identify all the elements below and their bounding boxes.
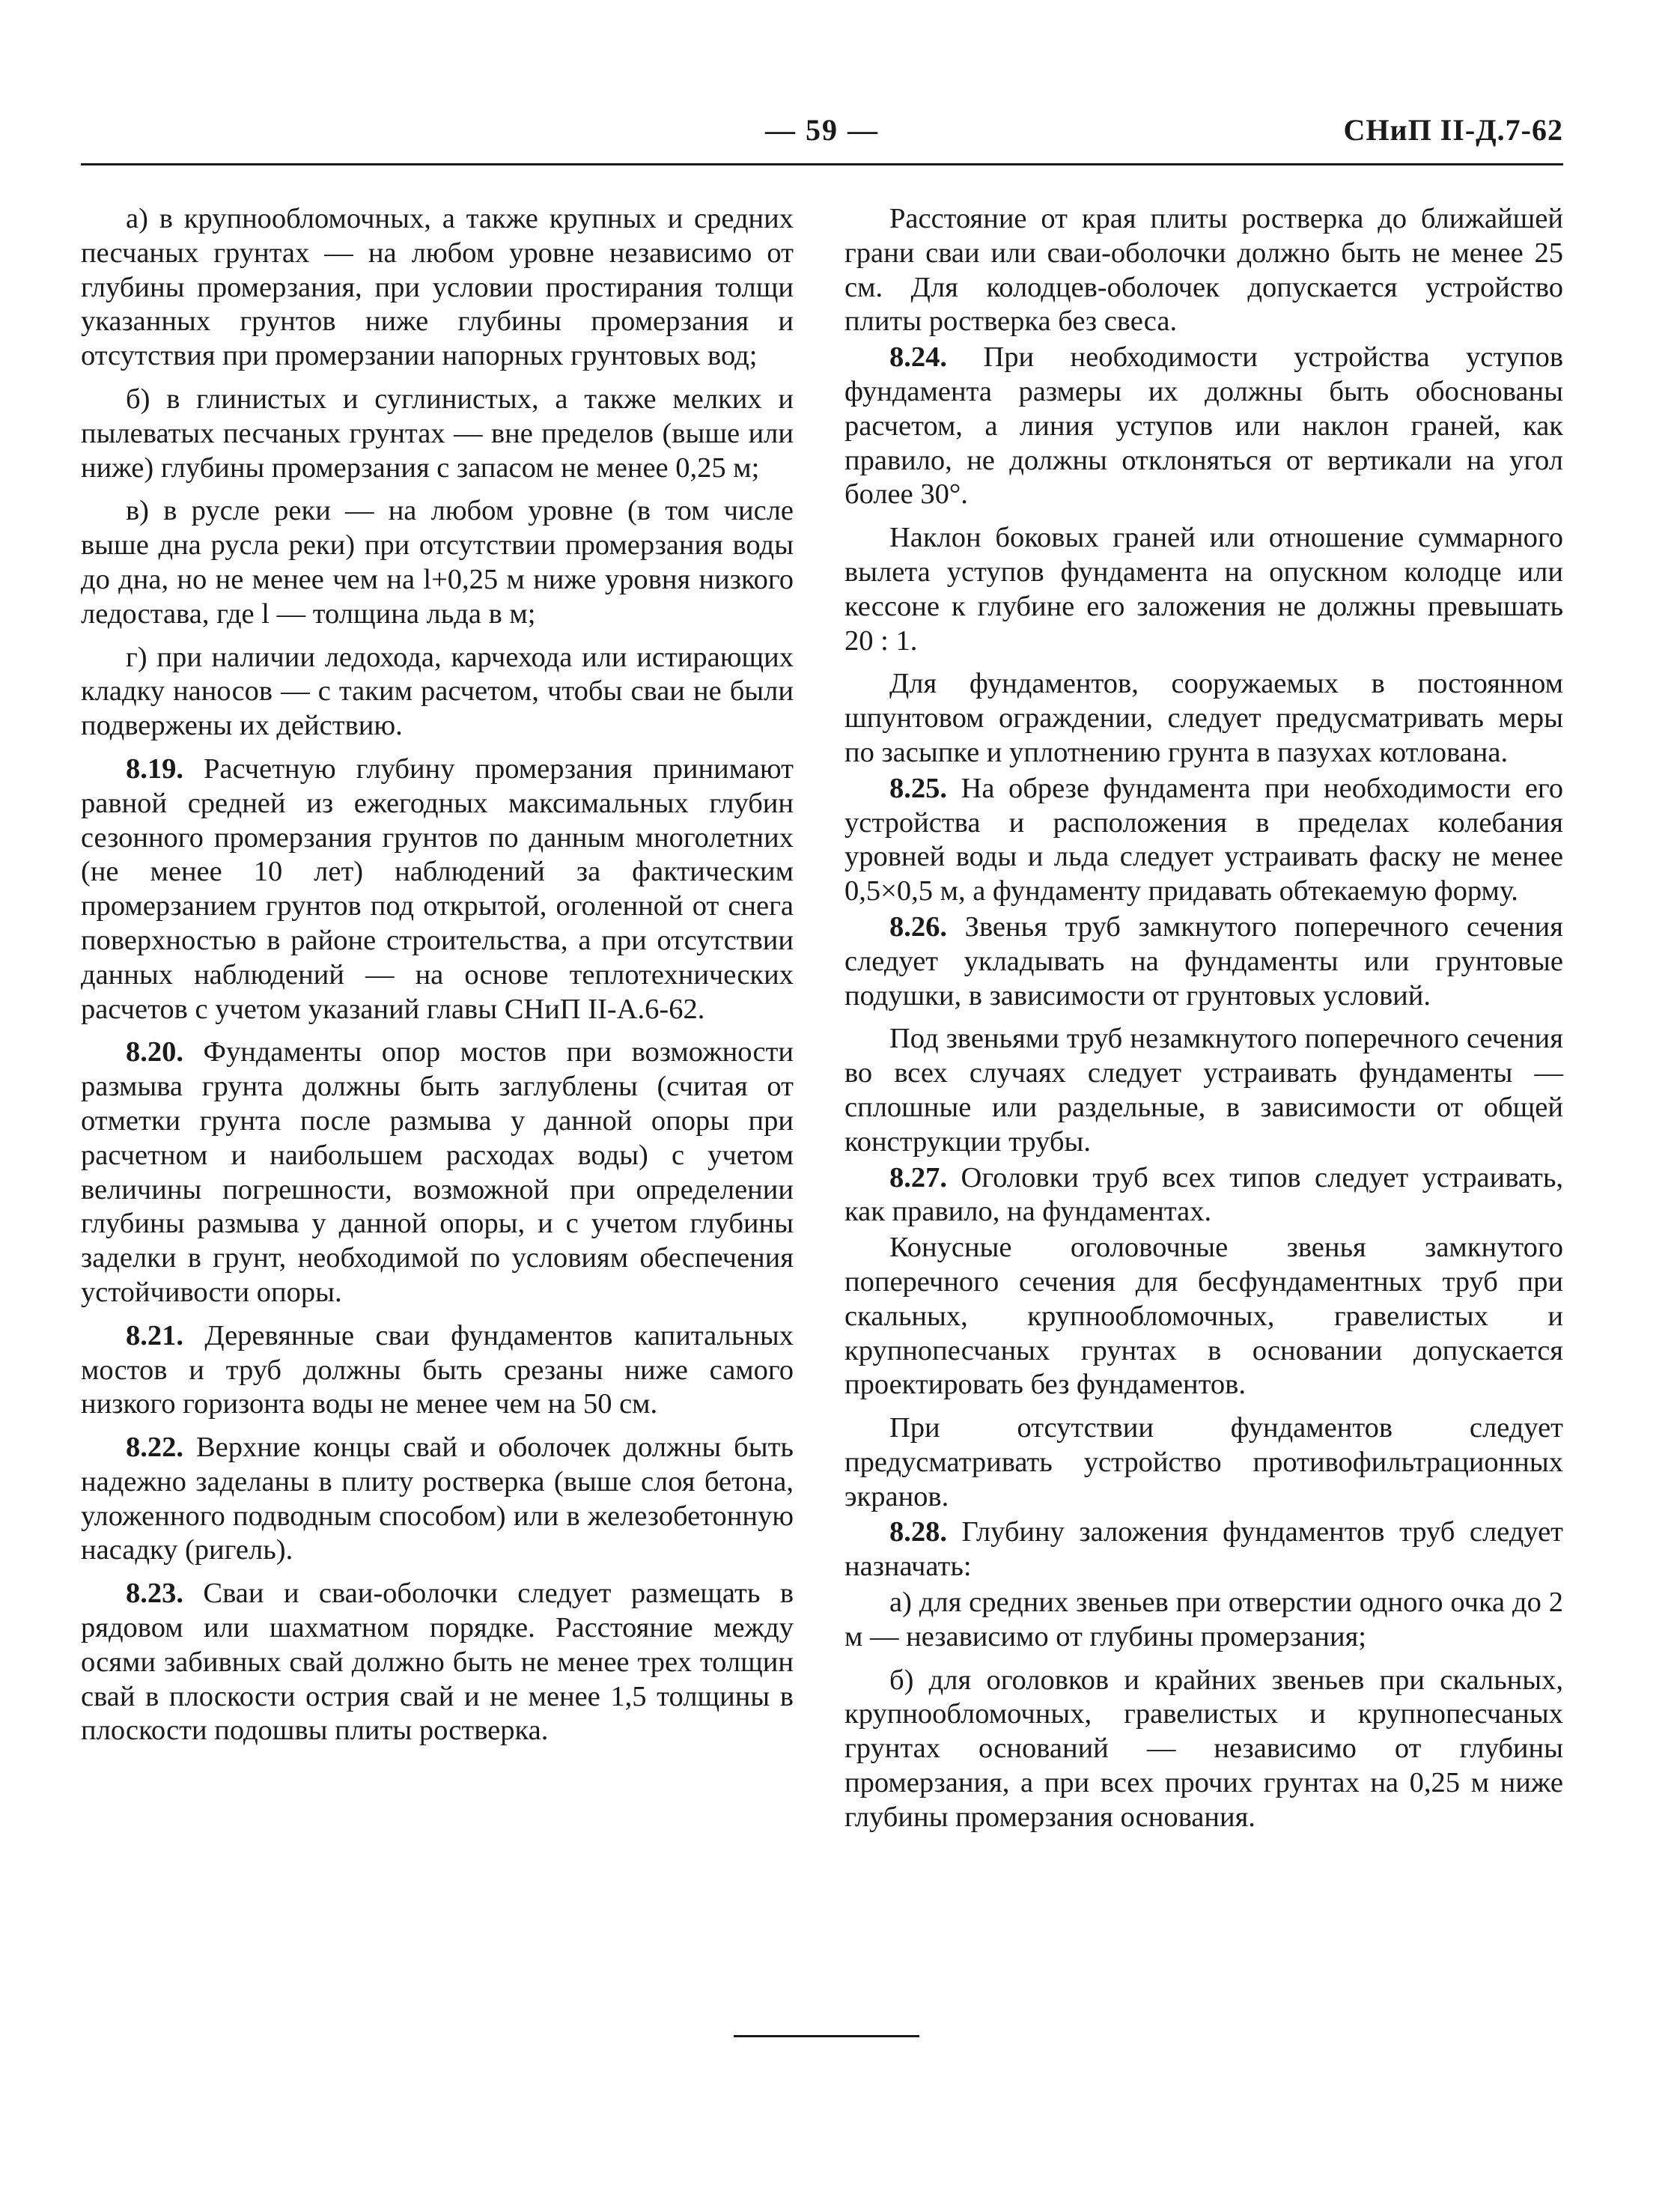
page-number: — 59 — [765, 113, 879, 147]
clause-8-19 [81, 752, 794, 1027]
paragraph-text: Сваи и сваи-оболочки следует размещать в рядовом или шахматном порядке. Расстояние между осями забивных свай должно быть не менее трех толщин свай в плоскости острия свай и не менее 1,5 толщины в плоскости подошвы плиты ростверка. [81, 1578, 794, 1747]
page-header [81, 112, 1563, 165]
paragraph-text: Деревянные сваи фундаментов капитальных мостов и труб должны быть срезаны ниже самого низкого горизонта воды не менее чем на 50 см. [81, 1319, 794, 1420]
clause-number: 8.28. [889, 1516, 947, 1548]
paragraph-text: в) в русле реки — на любом уровне (в том числе выше дна русла реки) при отсутствии промерзания воды до дна, но не менее чем на l+0,25 м ниже уровня низкого ледостава, где l — толщина льда в м; [81, 495, 794, 630]
paragraph-text: б) для оголовков и крайних звеньев при скальных, крупнообломочных, гравелистых и крупнопесчаных грунтах оснований — независимо от глубины промерзания, а при всех прочих грунтах на 0,25 м ниже глубины промерзания основания. [844, 1664, 1563, 1833]
clause-8-28 [844, 1515, 1563, 1584]
paragraph [844, 667, 1563, 770]
paragraph [81, 202, 794, 374]
paragraph-text: Верхние концы свай и оболочек должны быть надежно заделаны в плиту ростверка (выше слоя бетона, уложенного подводным способом) или в железобетонную насадку (ригель). [81, 1432, 794, 1566]
paragraph-text: Расстояние от края плиты ростверка до ближайшей грани сваи или сваи-оболочки должно быть не менее 25 см. Для колодцев-оболочек допускается устройство плиты ростверка без свеса. [844, 203, 1563, 338]
left-column [81, 202, 794, 1757]
paragraph-text: При отсутствии фундаментов следует предусматривать устройство противофильтрационных экранов. [844, 1412, 1563, 1512]
paragraph-text: Под звеньями труб незамкнутого поперечного сечения во всех случаях следует устраивать фундаменты — сплошные или раздельные, в зависимости от общей конструкции трубы. [844, 1023, 1563, 1158]
clause-8-27 [844, 1161, 1563, 1230]
clause-8-23 [81, 1577, 794, 1748]
paragraph [844, 1586, 1563, 1655]
paragraph [844, 202, 1563, 339]
clause-8-25 [844, 772, 1563, 909]
paragraph-text: б) в глинистых и суглинистых, а также мелких и пылеватых песчаных грунтах — вне пределов (выше или ниже) глубины промерзания с запасом не менее 0,25 м; [81, 383, 794, 484]
paragraph [844, 521, 1563, 658]
clause-number: 8.27. [889, 1161, 947, 1193]
paragraph-text: Расчетную глубину промерзания принимают равной средней из ежегодных максимальных глубин сезонного промерзания грунтов по данным многолетних (не менее 10 лет) наблюдений за фактическим промерзанием грунтов под открытой, оголенной от снега поверхностью в районе строительства, а при отсутствии данных наблюдений — на основе теплотехнических расчетов с учетом указаний главы СНиП II-А.6-62. [81, 752, 794, 1025]
document-code: СНиП II-Д.7-62 [1343, 113, 1563, 147]
paragraph-text: а) для средних звеньев при отверстии одного очка до 2 м — независимо от глубины промерзания; [844, 1587, 1563, 1652]
paragraph-text: Звенья труб замкнутого поперечного сечения следует укладывать на фундаменты или грунтовые подушки, в зависимости от грунтовых условий. [844, 910, 1563, 1012]
paragraph [844, 1231, 1563, 1402]
paragraph-text: г) при наличии ледохода, карчехода или истирающих кладку наносов — с таким расчетом, чтобы сваи не были подвержены их действию. [81, 641, 794, 742]
end-divider [734, 2035, 919, 2037]
right-column [844, 202, 1563, 1844]
paragraph-text: Оголовки труб всех типов следует устраивать, как правило, на фундаментах. [844, 1161, 1564, 1228]
paragraph-text: На обрезе фундамента при необходимости его устройства и расположения в пределах колебания уровней воды и льда следует устраивать фаску не менее 0,5×0,5 м, а фундаменту придавать обтекаемую форму. [844, 772, 1564, 907]
paragraph [81, 641, 794, 743]
clause-number: 8.26. [889, 910, 947, 943]
paragraph [81, 494, 794, 631]
clause-number: 8.21. [126, 1319, 183, 1351]
clause-number: 8.19. [126, 752, 183, 785]
clause-number: 8.22. [126, 1432, 183, 1464]
header-divider [81, 163, 1563, 165]
paragraph-text: Для фундаментов, сооружаемых в постоянном шпунтовом ограждении, следует предусматривать меры по засыпке и уплотнению грунта в пазухах котлована. [844, 668, 1563, 768]
paragraph-text: Глубину заложения фундаментов труб следует назначать: [844, 1516, 1563, 1583]
clause-8-26 [844, 910, 1563, 1013]
clause-number: 8.24. [889, 341, 947, 374]
paragraph [81, 383, 794, 485]
clause-number: 8.25. [889, 772, 947, 804]
paragraph-text: При необходимости устройства уступов фундамента размеры их должны быть обоснованы расчетом, а линия уступов или наклон граней, как правило, не должны отклоняться от вертикали на угол более 30°. [844, 341, 1563, 511]
paragraph [844, 1411, 1563, 1514]
paragraph [844, 1022, 1563, 1159]
paragraph-text: Фундаменты опор мостов при возможности размыва грунта должны быть заглублены (считая от отметки грунта после размыва у данной опоры при расчетном и наибольшем расходах воды) с учетом величины погрешности, возможной при определении глубины размыва у данной опоры, и с учетом глубины заделки в грунт, необходимой по условиям обеспечения устойчивости опоры. [81, 1036, 794, 1308]
clause-number: 8.20. [126, 1036, 183, 1068]
clause-8-24 [844, 341, 1563, 512]
clause-number: 8.23. [126, 1578, 183, 1610]
clause-8-22 [81, 1431, 794, 1568]
clause-8-21 [81, 1319, 794, 1422]
paragraph-text: а) в крупнообломочных, а также крупных и средних песчаных грунтах — на любом уровне независимо от глубины промерзания, при условии простирания толщи указанных грунтов ниже глубины промерзания и отсутствия при промерзании напорных грунтовых вод; [81, 203, 794, 372]
paragraph-text: Конусные оголовочные звенья замкнутого поперечного сечения для бесфундаментных труб при скальных, крупнообломочных, гравелистых и крупнопесчаных грунтах в основании допускается проектировать без фундаментов. [844, 1232, 1563, 1401]
clause-8-20 [81, 1035, 794, 1310]
paragraph [844, 1664, 1563, 1835]
paragraph-text: Наклон боковых граней или отношение суммарного вылета уступов фундамента на опускном колодце или кессоне к глубине его заложения не должны превышать 20 : 1. [844, 522, 1563, 657]
